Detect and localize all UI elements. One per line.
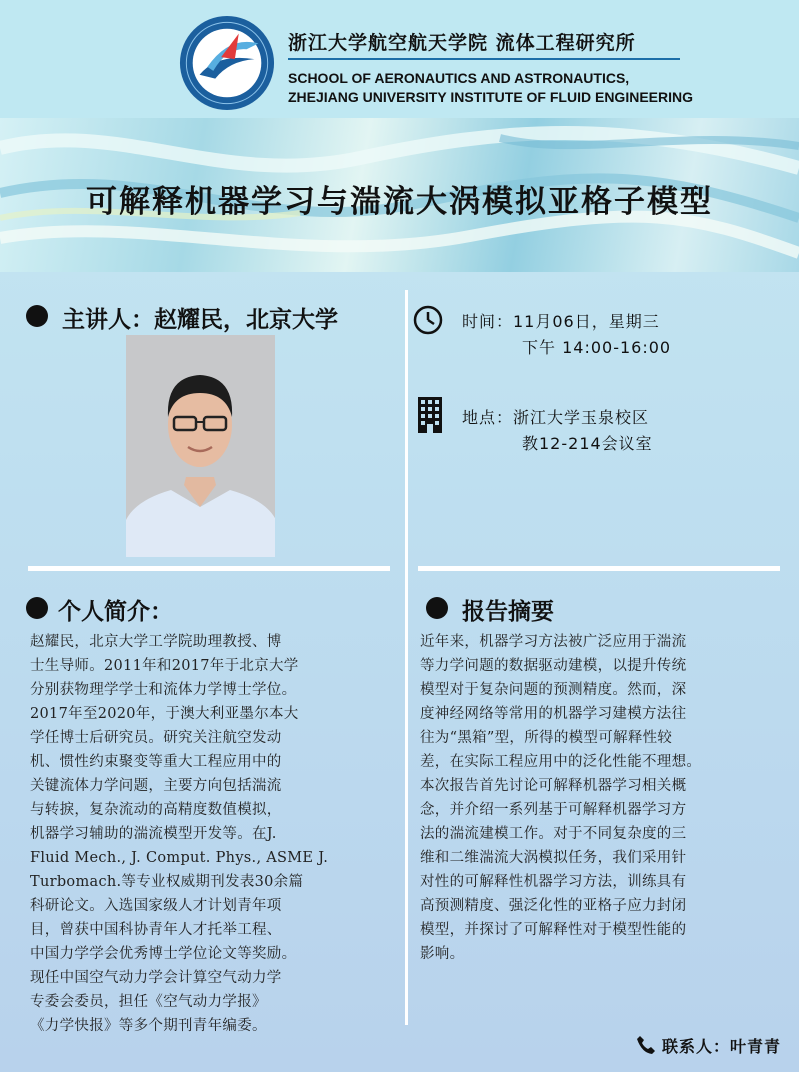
text-line: 等力学问题的数据驱动建模，以提升传统 (420, 658, 687, 674)
text-line: Turbomach.等专业权威期刊发表30余篇 (30, 874, 304, 890)
text-line: 近年来，机器学习方法被广泛应用于湍流 (420, 634, 687, 650)
text-line: 专委会委员，担任《空气动力学报》 (30, 994, 267, 1010)
bullet-icon (426, 597, 448, 619)
bullet-icon (26, 597, 48, 619)
text-line: 赵耀民，北京大学工学院助理教授、博 (30, 634, 282, 650)
building-icon (418, 397, 442, 433)
school-logo (178, 14, 276, 112)
text-line: 差，在实际工程应用中的泛化性能不理想。 (420, 754, 702, 770)
bio-text (30, 630, 378, 1038)
text-line: 本次报告首先讨论可解释机器学习相关概 (420, 778, 687, 794)
contact-info (636, 1034, 781, 1057)
text-line: 现任中国空气动力学会计算空气动力学 (30, 970, 282, 986)
bio-heading: 个人简介： (58, 599, 173, 625)
header (0, 0, 799, 118)
text-line: 士生导师。2011年和2017年于北京大学 (30, 658, 299, 674)
lecture-title: 可解释机器学习与湍流大涡模拟亚格子模型 (86, 184, 713, 220)
text-line: 机、惯性约束聚变等重大工程应用中的 (30, 754, 282, 770)
institute-name-en-line2: ZHEJIANG UNIVERSITY INSTITUTE OF FLUID ENGINEERING (288, 89, 693, 105)
text-line: 影响。 (420, 946, 465, 962)
bullet-icon (26, 305, 48, 327)
text-line: 学任博士后研究员。研究关注航空发动 (30, 730, 282, 746)
speaker-heading: 主讲人：赵耀民，北京大学 (62, 307, 338, 333)
time-label: 时间：11月06日，星期三 (462, 312, 660, 331)
text-line: 目，曾获中国科协青年人才托举工程、 (30, 922, 282, 938)
text-line: 高预测精度、强泛化性的亚格子应力封闭 (420, 898, 687, 914)
header-divider (288, 58, 680, 60)
right-section-divider (418, 566, 780, 571)
institute-name-en-line1: SCHOOL OF AERONAUTICS AND ASTRONAUTICS, (288, 70, 630, 86)
text-line: 《力学快报》等多个期刊青年编委。 (30, 1018, 267, 1034)
institute-name-cn: 浙江大学航空航天学院 流体工程研究所 (288, 32, 636, 54)
time-value: 下午 14:00-16:00 (522, 338, 672, 357)
abstract-heading: 报告摘要 (462, 599, 554, 625)
text-line: Fluid Mech., J. Comput. Phys., ASME J. (30, 850, 329, 866)
text-line: 机器学习辅助的湍流模型开发等。在J. (30, 826, 277, 842)
speaker-photo (126, 335, 275, 557)
text-line: 中国力学学会优秀博士学位论文等奖励。 (30, 946, 297, 962)
column-divider (405, 290, 408, 1025)
text-line: 分别获物理学学士和流体力学博士学位。 (30, 682, 297, 698)
text-line: 法的湍流建模工作。对于不同复杂度的三 (420, 826, 687, 842)
text-line: 科研论文。入选国家级人才计划青年项 (30, 898, 282, 914)
contact-label: 联系人：叶青青 (661, 1037, 781, 1056)
text-line: 念，并介绍一系列基于可解释机器学习方 (420, 802, 687, 818)
location-value: 教12-214会议室 (522, 434, 653, 453)
text-line: 关键流体力学问题，主要方向包括湍流 (30, 778, 282, 794)
clock-icon (413, 305, 443, 335)
location-label: 地点：浙江大学玉泉校区 (462, 408, 650, 427)
phone-icon (636, 1035, 656, 1055)
text-line: 维和二维湍流大涡模拟任务，我们采用针 (420, 850, 687, 866)
abstract-text (420, 630, 785, 966)
text-line: 模型，并探讨了可解释性对于模型性能的 (420, 922, 687, 938)
text-line: 2017年至2020年，于澳大利亚墨尔本大 (30, 706, 299, 722)
text-line: 度神经网络等常用的机器学习建模方法往 (420, 706, 687, 722)
left-section-divider (28, 566, 390, 571)
text-line: 模型对于复杂问题的预测精度。然而，深 (420, 682, 687, 698)
text-line: 对性的可解释性机器学习方法，训练具有 (420, 874, 687, 890)
text-line: 往为“黑箱”型，所得的模型可解释性较 (420, 730, 673, 746)
text-line: 与转捩，复杂流动的高精度数值模拟， (30, 802, 282, 818)
